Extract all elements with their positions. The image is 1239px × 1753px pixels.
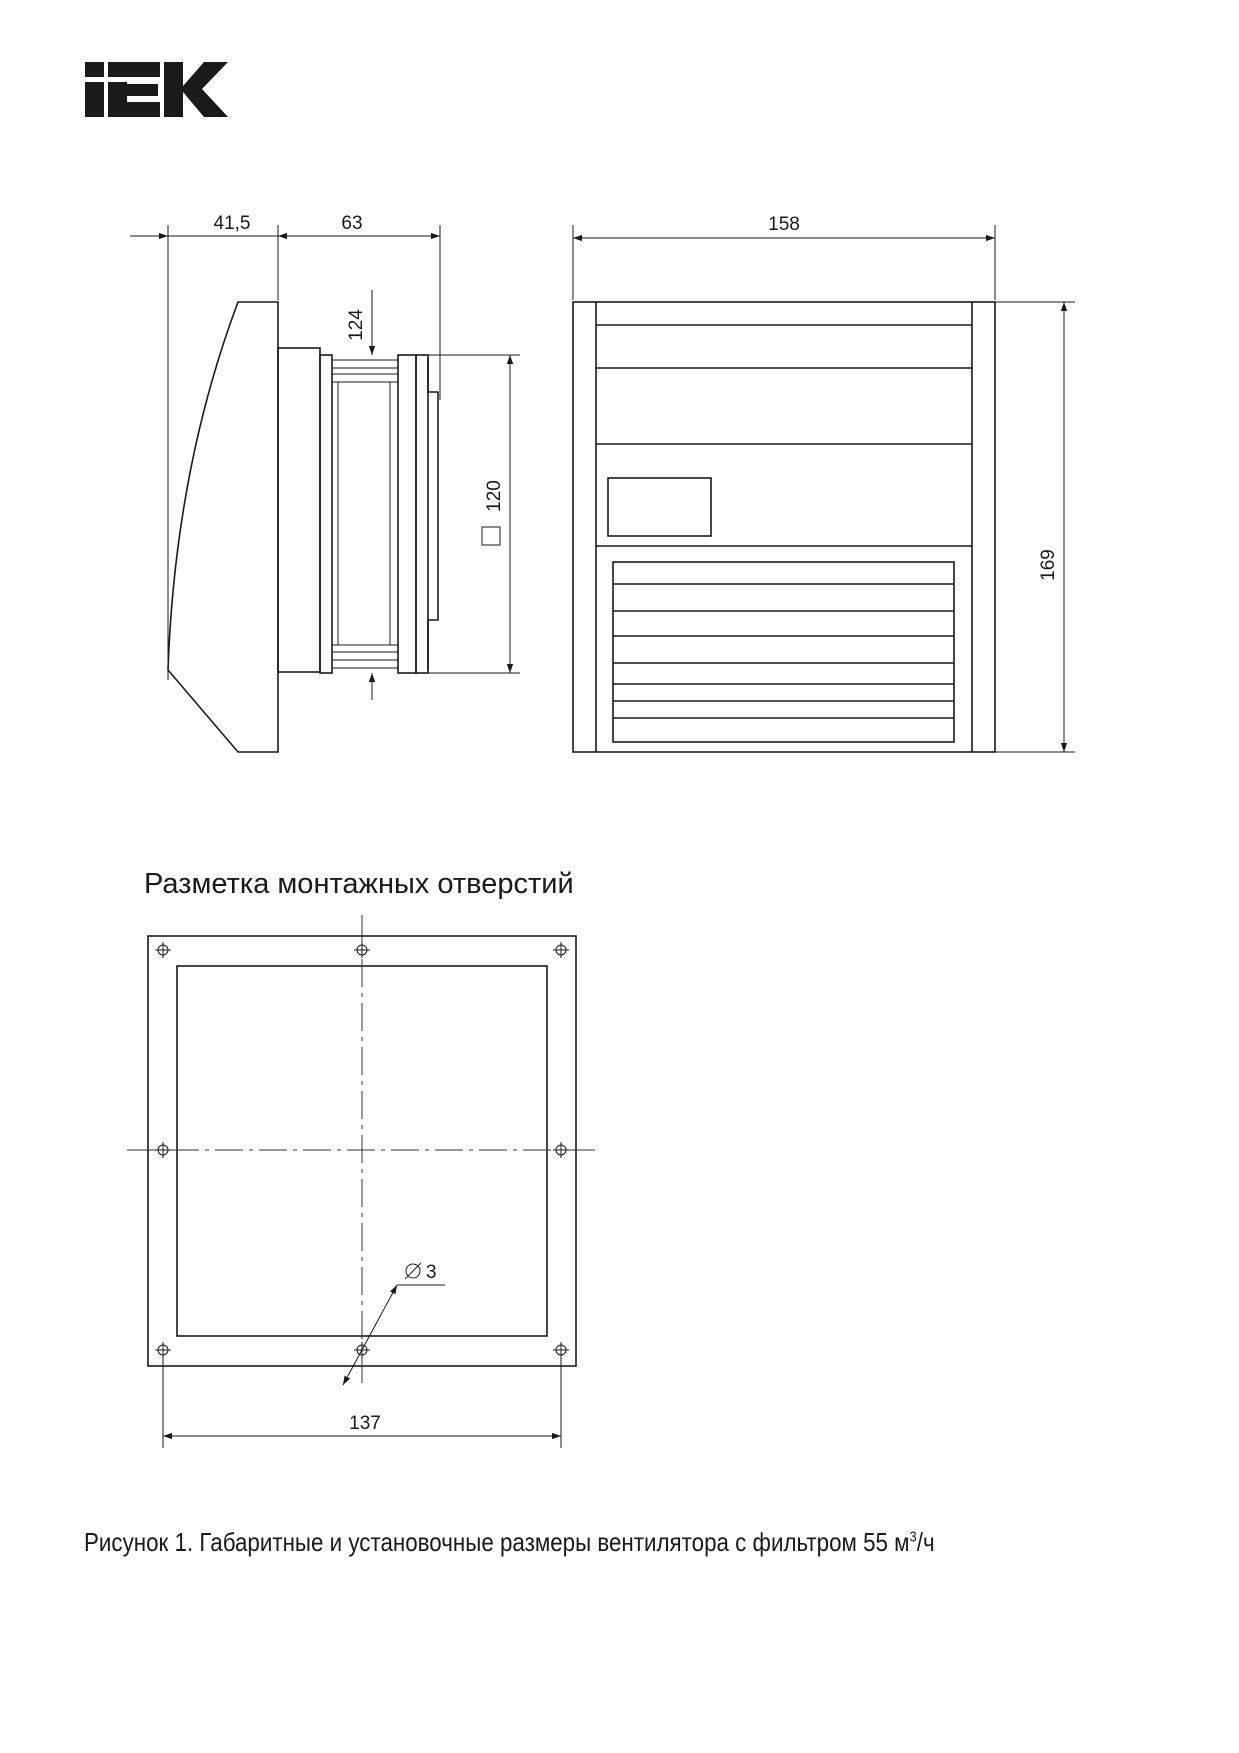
filter-grille: [613, 562, 954, 742]
front-view: [573, 214, 1075, 752]
dim-158: 158: [768, 214, 800, 235]
caption-suffix: /ч: [916, 1527, 935, 1557]
diameter-symbol: [405, 1263, 421, 1279]
dim-side-front: 41,5: [213, 213, 251, 234]
section-title: Разметка монтажных отверстий: [144, 868, 574, 900]
square-symbol: [482, 527, 500, 545]
dim-169: 169: [1038, 549, 1059, 581]
dim-124: 124: [346, 309, 367, 341]
figure-caption: [84, 1527, 935, 1558]
side-view: [130, 213, 520, 752]
dim-diameter: 3: [426, 1262, 437, 1283]
dim-120: 120: [484, 480, 505, 512]
label-plate: [608, 478, 711, 536]
caption-text: Рисунок 1. Габаритные и установочные размеры вентилятора с фильтром 55 м: [84, 1527, 910, 1557]
dim-side-back: 63: [341, 213, 363, 234]
caption-superscript: 3: [909, 1528, 917, 1546]
iek-logo: [85, 62, 228, 117]
mounting-holes-view: [127, 915, 597, 1448]
dim-137: 137: [349, 1413, 381, 1434]
